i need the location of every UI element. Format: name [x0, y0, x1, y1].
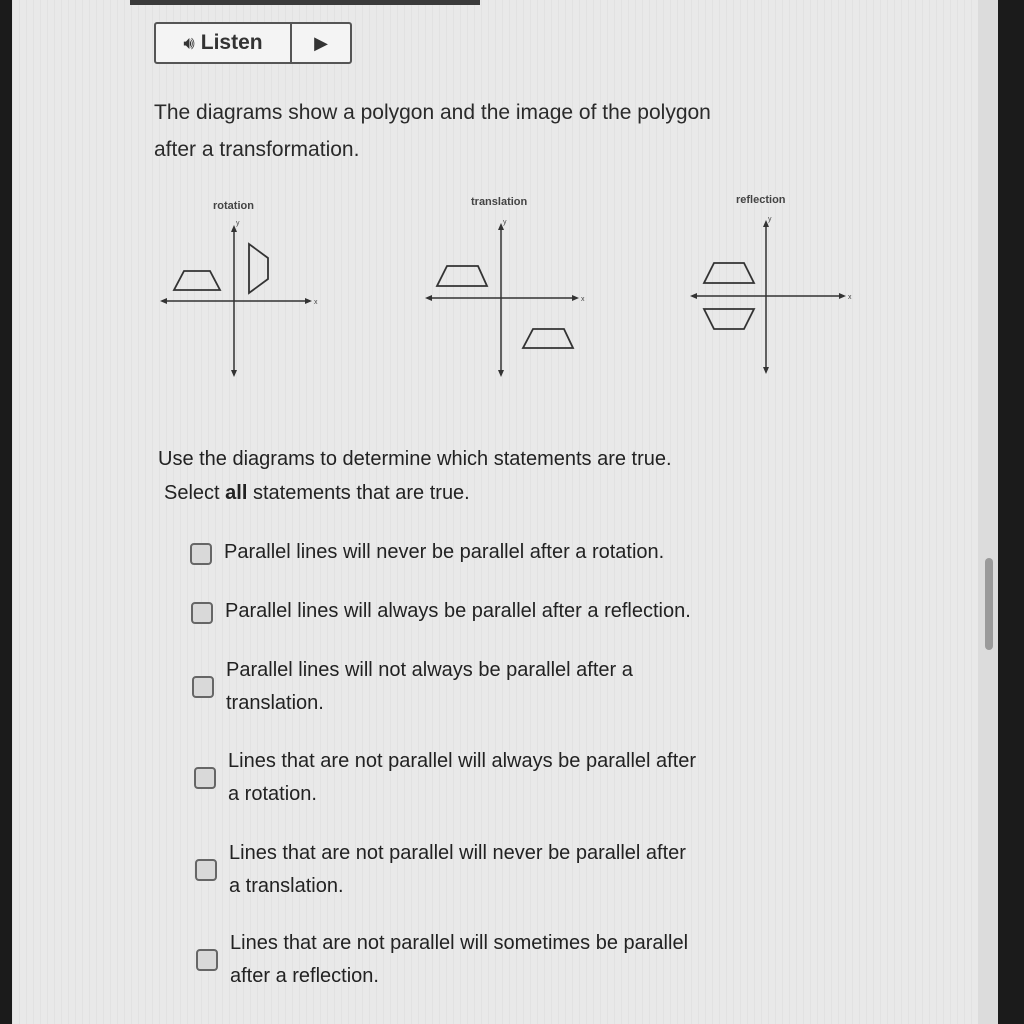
rotation-diagram	[150, 215, 330, 385]
option-2[interactable]	[191, 595, 805, 628]
option-4-checkbox[interactable]	[194, 767, 216, 789]
option-5[interactable]	[195, 837, 809, 903]
instructions	[158, 442, 858, 510]
play-button[interactable]	[292, 24, 350, 62]
x-arrow-right	[572, 295, 579, 301]
option-6[interactable]	[196, 927, 810, 993]
instruction-post: statements that are true.	[247, 482, 470, 504]
option-4-line-1: Lines that are not parallel will always be parallel after	[228, 750, 697, 772]
option-3-line-2: translation.	[226, 692, 324, 714]
option-2-checkbox[interactable]	[191, 602, 213, 624]
option-5-text	[229, 837, 809, 903]
option-1-text	[224, 536, 804, 569]
polygon-preimage	[704, 263, 754, 283]
option-5-line-2: a translation.	[229, 875, 344, 897]
x-arrow-right	[305, 298, 312, 304]
polygon-preimage	[437, 266, 487, 286]
x-axis-label: x	[848, 294, 852, 301]
listen-control[interactable]	[154, 22, 352, 64]
option-3-checkbox[interactable]	[192, 676, 214, 698]
prompt-line-1: The diagrams show a polygon and the image of the polygon	[154, 101, 711, 124]
option-4-line-2: a rotation.	[228, 783, 317, 805]
option-5-checkbox[interactable]	[195, 859, 217, 881]
option-1-line-1: Parallel lines will never be parallel after a rotation.	[224, 541, 665, 563]
speaker-icon: 🔊︎	[183, 32, 195, 53]
y-arrow-down	[763, 367, 769, 374]
option-3-text	[226, 654, 806, 720]
instruction-bold: all	[225, 482, 248, 504]
top-bar	[130, 0, 480, 5]
y-arrow-down	[498, 370, 504, 377]
polygon-preimage	[174, 271, 220, 290]
x-axis-label: x	[314, 299, 318, 306]
play-icon: ▶	[314, 32, 328, 53]
option-6-checkbox[interactable]	[196, 949, 218, 971]
bezel	[978, 0, 998, 1024]
polygon-image	[704, 309, 754, 329]
reflection-diagram	[680, 210, 860, 380]
option-1-checkbox[interactable]	[190, 543, 212, 565]
option-2-text	[225, 595, 805, 628]
option-6-text	[230, 927, 810, 993]
prompt-line-2: after a transformation.	[154, 138, 360, 161]
option-1[interactable]	[190, 536, 804, 569]
diagram-title-translation: translation	[471, 196, 528, 208]
option-3[interactable]	[192, 654, 806, 720]
option-4-text	[228, 745, 808, 811]
prompt-text	[154, 94, 834, 168]
option-4[interactable]	[194, 745, 808, 811]
instruction-pre: Select	[164, 482, 226, 504]
option-6-line-2: after a reflection.	[230, 965, 379, 987]
diagram-title-rotation: rotation	[213, 200, 254, 212]
x-arrow-right	[839, 293, 846, 299]
x-arrow-left	[160, 298, 167, 304]
scrollbar[interactable]	[985, 558, 993, 650]
translation-diagram	[415, 215, 595, 385]
option-3-line-1: Parallel lines will not always be parallel after a	[226, 659, 633, 681]
diagram-title-reflection: reflection	[736, 194, 786, 206]
listen-label: Listen	[200, 31, 263, 54]
option-2-line-1: Parallel lines will always be parallel after a reflection.	[225, 600, 691, 622]
option-6-line-1: Lines that are not parallel will sometimes be parallel	[230, 932, 689, 954]
y-axis-label: y	[503, 219, 507, 226]
polygon-image	[249, 244, 268, 293]
x-arrow-left	[425, 295, 432, 301]
instruction-line-1: Use the diagrams to determine which statements are true.	[158, 448, 672, 470]
option-5-line-1: Lines that are not parallel will never be parallel after	[229, 842, 686, 864]
listen-button[interactable]	[156, 24, 292, 62]
polygon-image	[523, 329, 573, 348]
x-arrow-left	[690, 293, 697, 299]
y-axis-label: y	[768, 216, 772, 223]
x-axis-label: x	[581, 296, 585, 303]
instruction-line-2	[164, 476, 858, 510]
y-arrow-down	[231, 370, 237, 377]
y-axis-label: y	[236, 220, 240, 227]
